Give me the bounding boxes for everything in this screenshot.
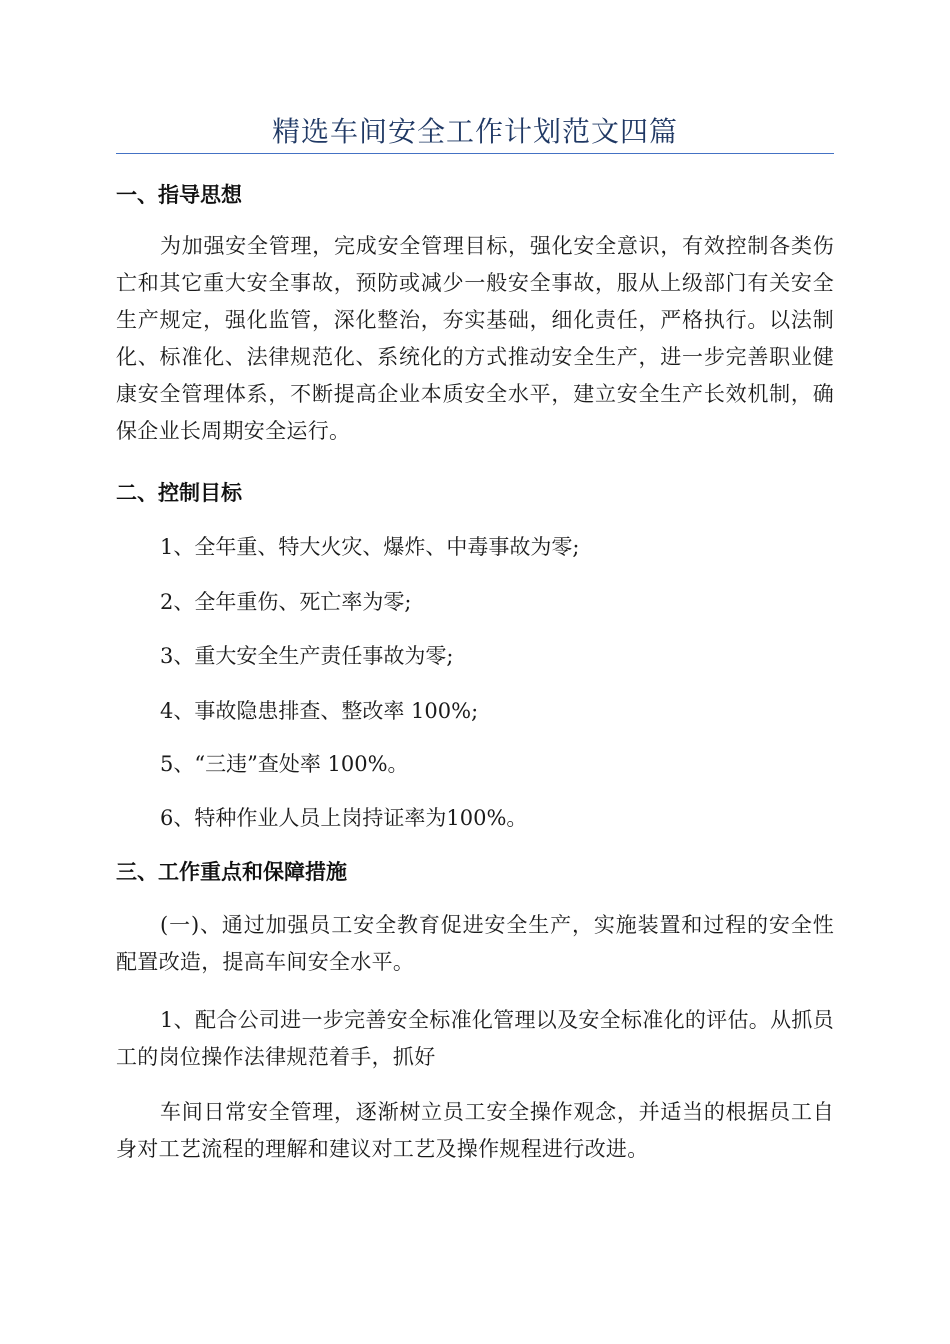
paragraph-key-work-3: 车间日常安全管理，逐渐树立员工安全操作观念，并适当的根据员工自身对工艺流程的理解和建议对工艺及操作规程进行改进。 [116,1100,834,1161]
title-underline [116,153,834,154]
target-item: 1、全年重、特大火灾、爆炸、中毒事故为零; [160,535,580,559]
section-heading-guiding-ideology: 一、指导思想 [116,183,242,207]
section-heading-key-work: 三、工作重点和保障措施 [116,860,347,884]
target-item: 6、特种作业人员上岗持证率为100%。 [160,806,528,830]
target-item: 3、重大安全生产责任事故为零; [160,644,454,668]
paragraph-key-work-2: 1、配合公司进一步完善安全标准化管理以及安全标准化的评估。从抓员工的岗位操作法律规范着手，抓好 [116,1008,834,1069]
paragraph-guiding-ideology: 为加强安全管理，完成安全管理目标，强化安全意识，有效控制各类伤亡和其它重大安全事故，预防或减少一般安全事故，服从上级部门有关安全生产规定，强化监管，深化整治，夯实基础，细化责任，严格执行。以法制化、标准化、法律规范化、系统化的方式推动安全生产，进一步完善职业健康安全管理体系，不断提高企业本质安全水平，建立安全生产长效机制，确保企业长周期安全运行。 [116,234,834,443]
paragraph-key-work-1: (一)、通过加强员工安全教育促进安全生产，实施装置和过程的安全性配置改造，提高车间安全水平。 [116,913,834,974]
target-item: 5、“三违”查处率 100%。 [160,752,409,776]
target-item: 2、全年重伤、死亡率为零; [160,590,412,614]
section-heading-control-targets: 二、控制目标 [116,481,242,505]
target-item: 4、事故隐患排查、整改率 100%; [160,699,479,723]
document-title: 精选车间安全工作计划范文四篇 [271,115,678,148]
